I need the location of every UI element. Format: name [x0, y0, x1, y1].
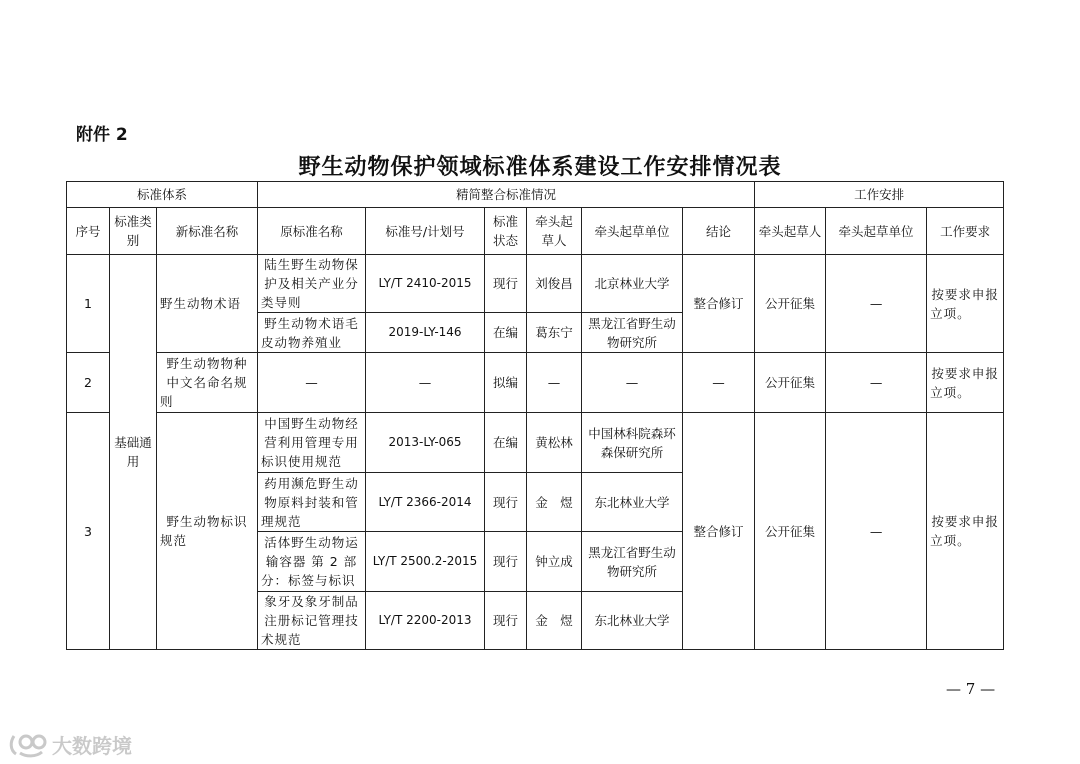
drafting-unit: 黑龙江省野生动物研究所	[582, 532, 683, 592]
conclusion: 整合修订	[683, 413, 755, 650]
drafter: 金 煜	[527, 592, 582, 650]
work-drafter: 公开征集	[755, 353, 826, 413]
work-unit: —	[826, 413, 927, 650]
watermark-logo-icon	[8, 732, 48, 758]
standard-number: LY/T 2500.2-2015	[366, 532, 485, 592]
drafter: 钟立成	[527, 532, 582, 592]
drafting-unit: —	[582, 353, 683, 413]
col-header-drafter: 牵头起草人	[527, 208, 582, 255]
page-number: — 7 —	[946, 680, 996, 698]
drafting-unit: 黑龙江省野生动物研究所	[582, 313, 683, 353]
standard-status: 在编	[485, 413, 527, 473]
row-seq: 2	[67, 353, 110, 413]
orig-standard-name: 药用濒危野生动物原料封装和管理规范	[258, 473, 366, 532]
col-header-orig-name: 原标准名称	[258, 208, 366, 255]
standard-number: —	[366, 353, 485, 413]
col-header-category: 标准类别	[110, 208, 157, 255]
col-header-new-name: 新标准名称	[157, 208, 258, 255]
group-header-consolidation: 精简整合标准情况	[258, 182, 755, 208]
work-drafter: 公开征集	[755, 413, 826, 650]
col-header-requirement: 工作要求	[927, 208, 1004, 255]
work-requirement: 按要求申报立项。	[927, 353, 1004, 413]
drafting-unit: 东北林业大学	[582, 473, 683, 532]
standard-status: 现行	[485, 532, 527, 592]
standard-status: 拟编	[485, 353, 527, 413]
row-seq: 1	[67, 255, 110, 353]
standard-status: 现行	[485, 255, 527, 313]
drafter: 刘俊昌	[527, 255, 582, 313]
work-unit: —	[826, 353, 927, 413]
conclusion: 整合修订	[683, 255, 755, 353]
col-header-seq: 序号	[67, 208, 110, 255]
standard-number: LY/T 2410-2015	[366, 255, 485, 313]
orig-standard-name: 中国野生动物经营利用管理专用标识使用规范	[258, 413, 366, 473]
drafter: 黄松林	[527, 413, 582, 473]
standard-number: LY/T 2200-2013	[366, 592, 485, 650]
table-row	[67, 353, 1004, 413]
group-header-work: 工作安排	[755, 182, 1004, 208]
standard-status: 在编	[485, 313, 527, 353]
work-requirement: 按要求申报立项。	[927, 255, 1004, 353]
standard-status: 现行	[485, 592, 527, 650]
orig-standard-name: 陆生野生动物保护及相关产业分类导则	[258, 255, 366, 313]
drafting-unit: 中国林科院森环森保研究所	[582, 413, 683, 473]
table-row	[67, 255, 1004, 313]
conclusion: —	[683, 353, 755, 413]
standard-status: 现行	[485, 473, 527, 532]
work-requirement: 按要求申报立项。	[927, 413, 1004, 650]
attachment-label: 附件 2	[76, 125, 128, 145]
col-header-std-no: 标准号/计划号	[366, 208, 485, 255]
watermark-text: 大数跨境	[52, 734, 132, 758]
col-header-work-drafter: 牵头起草人	[755, 208, 826, 255]
orig-standard-name: —	[258, 353, 366, 413]
drafter: —	[527, 353, 582, 413]
orig-standard-name: 活体野生动物运输容器 第 2 部分：标签与标识	[258, 532, 366, 592]
col-header-work-unit: 牵头起草单位	[826, 208, 927, 255]
col-header-unit: 牵头起草单位	[582, 208, 683, 255]
drafter: 葛东宁	[527, 313, 582, 353]
new-standard-name: 野生动物标识规范	[157, 413, 258, 650]
col-header-conclusion: 结论	[683, 208, 755, 255]
group-header-system: 标准体系	[67, 182, 258, 208]
table-row	[67, 413, 1004, 473]
new-standard-name: 野生动物物种中文名命名规则	[157, 353, 258, 413]
standard-number: 2013-LY-065	[366, 413, 485, 473]
document-title: 野生动物保护领域标准体系建设工作安排情况表	[298, 154, 782, 180]
drafter: 金 煜	[527, 473, 582, 532]
standards-table	[66, 181, 1004, 650]
category-cell: 基础通用	[110, 255, 157, 650]
drafting-unit: 北京林业大学	[582, 255, 683, 313]
watermark	[8, 730, 132, 759]
standard-number: 2019-LY-146	[366, 313, 485, 353]
orig-standard-name: 野生动物术语毛皮动物养殖业	[258, 313, 366, 353]
drafting-unit: 东北林业大学	[582, 592, 683, 650]
work-unit: —	[826, 255, 927, 353]
orig-standard-name: 象牙及象牙制品注册标记管理技术规范	[258, 592, 366, 650]
work-drafter: 公开征集	[755, 255, 826, 353]
new-standard-name: 野生动物术语	[157, 255, 258, 353]
standard-number: LY/T 2366-2014	[366, 473, 485, 532]
col-header-status: 标准状态	[485, 208, 527, 255]
row-seq: 3	[67, 413, 110, 650]
